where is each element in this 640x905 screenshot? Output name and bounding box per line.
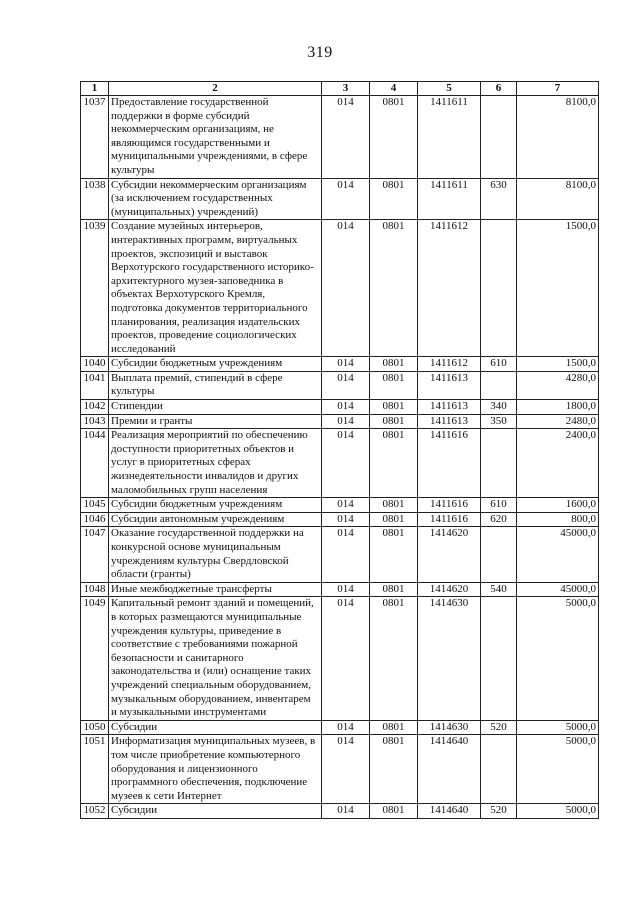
row-code-4: 0801 bbox=[370, 220, 418, 357]
row-code-6: 520 bbox=[481, 804, 517, 819]
table-row bbox=[81, 527, 599, 582]
row-code-5: 1414640 bbox=[418, 735, 481, 804]
row-code-5: 1411613 bbox=[418, 414, 481, 429]
row-code-5: 1411611 bbox=[418, 96, 481, 179]
row-code-6: 350 bbox=[481, 414, 517, 429]
row-number: 1044 bbox=[81, 429, 109, 498]
row-code-3: 014 bbox=[322, 178, 370, 220]
row-amount: 5000,0 bbox=[517, 720, 599, 735]
row-amount: 5000,0 bbox=[517, 804, 599, 819]
row-code-4: 0801 bbox=[370, 512, 418, 527]
row-code-5: 1414630 bbox=[418, 597, 481, 720]
row-amount: 2400,0 bbox=[517, 429, 599, 498]
row-number: 1049 bbox=[81, 597, 109, 720]
row-code-3: 014 bbox=[322, 400, 370, 415]
row-number: 1045 bbox=[81, 498, 109, 513]
row-code-5: 1411616 bbox=[418, 512, 481, 527]
row-code-6: 610 bbox=[481, 498, 517, 513]
column-header: 2 bbox=[109, 82, 322, 96]
row-name: Предоставление государственной поддержки в форме субсидий некоммерческим организациям, не являющимся государственными и муниципальными учреждениями, в сфере культуры bbox=[109, 96, 322, 179]
table-row bbox=[81, 735, 599, 804]
row-amount: 2480,0 bbox=[517, 414, 599, 429]
row-amount: 45000,0 bbox=[517, 582, 599, 597]
row-code-3: 014 bbox=[322, 96, 370, 179]
header-row bbox=[81, 82, 599, 96]
column-header: 7 bbox=[517, 82, 599, 96]
row-number: 1038 bbox=[81, 178, 109, 220]
row-name: Информатизация муниципальных музеев, в том числе приобретение компьютерного оборудования и лицензионного программного обеспечения, подключение музеев к сети Интернет bbox=[109, 735, 322, 804]
row-number: 1047 bbox=[81, 527, 109, 582]
row-code-4: 0801 bbox=[370, 498, 418, 513]
table-row bbox=[81, 720, 599, 735]
row-name: Стипендии bbox=[109, 400, 322, 415]
table-row bbox=[81, 414, 599, 429]
row-code-3: 014 bbox=[322, 512, 370, 527]
row-name: Капитальный ремонт зданий и помещений, в которых размещаются муниципальные учреждения культуры, приведение в соответствие с требованиями пожарной безопасности и санитарного законодательства и (или) оснащение таких учреждений специальным оборудованием, музыкальным оборудованием, инвентарем и музыкальными инструментами bbox=[109, 597, 322, 720]
row-code-6: 520 bbox=[481, 720, 517, 735]
row-code-6 bbox=[481, 527, 517, 582]
row-number: 1043 bbox=[81, 414, 109, 429]
table-row bbox=[81, 804, 599, 819]
row-amount: 45000,0 bbox=[517, 527, 599, 582]
row-code-5: 1411612 bbox=[418, 220, 481, 357]
row-number: 1037 bbox=[81, 96, 109, 179]
page-number: 319 bbox=[307, 44, 333, 61]
row-code-6 bbox=[481, 735, 517, 804]
row-code-4: 0801 bbox=[370, 597, 418, 720]
row-code-3: 014 bbox=[322, 720, 370, 735]
table-row bbox=[81, 582, 599, 597]
column-header: 6 bbox=[481, 82, 517, 96]
row-code-4: 0801 bbox=[370, 400, 418, 415]
row-code-6 bbox=[481, 96, 517, 179]
table-row bbox=[81, 597, 599, 720]
table-row bbox=[81, 357, 599, 372]
table-body bbox=[81, 96, 599, 819]
row-amount: 8100,0 bbox=[517, 178, 599, 220]
row-name: Создание музейных интерьеров, интерактивных программ, виртуальных проектов, экспозиций и выставок Верхотурского государственного историко-архитектурного музея-заповедника в объектах Верхотурского Кремля, подготовка документов территориального планирования, реализация издательских проектов, проведение социологических исследований bbox=[109, 220, 322, 357]
row-number: 1042 bbox=[81, 400, 109, 415]
row-code-6: 540 bbox=[481, 582, 517, 597]
row-name: Субсидии бюджетным учреждениям bbox=[109, 357, 322, 372]
row-code-4: 0801 bbox=[370, 357, 418, 372]
column-header: 1 bbox=[81, 82, 109, 96]
row-code-3: 014 bbox=[322, 804, 370, 819]
row-code-3: 014 bbox=[322, 735, 370, 804]
row-number: 1040 bbox=[81, 357, 109, 372]
row-code-5: 1414620 bbox=[418, 582, 481, 597]
row-amount: 800,0 bbox=[517, 512, 599, 527]
table-row bbox=[81, 512, 599, 527]
column-header: 5 bbox=[418, 82, 481, 96]
row-amount: 5000,0 bbox=[517, 735, 599, 804]
row-code-4: 0801 bbox=[370, 371, 418, 399]
row-code-5: 1411611 bbox=[418, 178, 481, 220]
row-code-4: 0801 bbox=[370, 735, 418, 804]
row-number: 1051 bbox=[81, 735, 109, 804]
row-code-5: 1411612 bbox=[418, 357, 481, 372]
row-code-3: 014 bbox=[322, 414, 370, 429]
row-code-3: 014 bbox=[322, 357, 370, 372]
row-code-3: 014 bbox=[322, 371, 370, 399]
row-code-5: 1411613 bbox=[418, 400, 481, 415]
table-row bbox=[81, 371, 599, 399]
row-amount: 1500,0 bbox=[517, 357, 599, 372]
row-code-6: 630 bbox=[481, 178, 517, 220]
row-name: Субсидии бюджетным учреждениям bbox=[109, 498, 322, 513]
row-amount: 5000,0 bbox=[517, 597, 599, 720]
row-code-4: 0801 bbox=[370, 720, 418, 735]
row-name: Выплата премий, стипендий в сфере культуры bbox=[109, 371, 322, 399]
row-code-6: 620 bbox=[481, 512, 517, 527]
row-code-4: 0801 bbox=[370, 96, 418, 179]
row-name: Реализация мероприятий по обеспечению доступности приоритетных объектов и услуг в приоритетных сферах жизнедеятельности инвалидов и других маломобильных групп населения bbox=[109, 429, 322, 498]
table-row bbox=[81, 96, 599, 179]
row-code-4: 0801 bbox=[370, 414, 418, 429]
row-code-6 bbox=[481, 429, 517, 498]
row-code-6: 340 bbox=[481, 400, 517, 415]
row-code-5: 1411613 bbox=[418, 371, 481, 399]
row-name: Субсидии bbox=[109, 720, 322, 735]
row-name: Субсидии некоммерческим организациям (за исключением государственных (муниципальных) учреждений) bbox=[109, 178, 322, 220]
table-row bbox=[81, 429, 599, 498]
row-code-4: 0801 bbox=[370, 582, 418, 597]
row-code-3: 014 bbox=[322, 582, 370, 597]
table-row bbox=[81, 178, 599, 220]
row-code-5: 1414620 bbox=[418, 527, 481, 582]
row-amount: 1500,0 bbox=[517, 220, 599, 357]
row-code-6 bbox=[481, 220, 517, 357]
row-code-5: 1411616 bbox=[418, 498, 481, 513]
row-code-3: 014 bbox=[322, 597, 370, 720]
row-number: 1052 bbox=[81, 804, 109, 819]
row-name: Премии и гранты bbox=[109, 414, 322, 429]
row-amount: 4280,0 bbox=[517, 371, 599, 399]
row-code-3: 014 bbox=[322, 527, 370, 582]
table-row bbox=[81, 498, 599, 513]
row-code-5: 1414640 bbox=[418, 804, 481, 819]
column-header: 3 bbox=[322, 82, 370, 96]
row-name: Субсидии автономным учреждениям bbox=[109, 512, 322, 527]
table-row bbox=[81, 400, 599, 415]
row-code-6 bbox=[481, 597, 517, 720]
row-code-5: 1414630 bbox=[418, 720, 481, 735]
row-amount: 1600,0 bbox=[517, 498, 599, 513]
row-number: 1041 bbox=[81, 371, 109, 399]
row-name: Иные межбюджетные трансферты bbox=[109, 582, 322, 597]
row-code-3: 014 bbox=[322, 429, 370, 498]
row-code-5: 1411616 bbox=[418, 429, 481, 498]
row-code-4: 0801 bbox=[370, 178, 418, 220]
row-code-4: 0801 bbox=[370, 429, 418, 498]
row-code-4: 0801 bbox=[370, 804, 418, 819]
row-code-6: 610 bbox=[481, 357, 517, 372]
row-amount: 1800,0 bbox=[517, 400, 599, 415]
row-number: 1046 bbox=[81, 512, 109, 527]
budget-table bbox=[80, 81, 599, 819]
row-code-6 bbox=[481, 371, 517, 399]
column-header: 4 bbox=[370, 82, 418, 96]
row-number: 1039 bbox=[81, 220, 109, 357]
row-code-3: 014 bbox=[322, 220, 370, 357]
row-name: Субсидии bbox=[109, 804, 322, 819]
row-amount: 8100,0 bbox=[517, 96, 599, 179]
row-number: 1050 bbox=[81, 720, 109, 735]
row-code-3: 014 bbox=[322, 498, 370, 513]
row-code-4: 0801 bbox=[370, 527, 418, 582]
row-number: 1048 bbox=[81, 582, 109, 597]
table-row bbox=[81, 220, 599, 357]
row-name: Оказание государственной поддержки на конкурсной основе муниципальным учреждениям культуры Свердловской области (гранты) bbox=[109, 527, 322, 582]
